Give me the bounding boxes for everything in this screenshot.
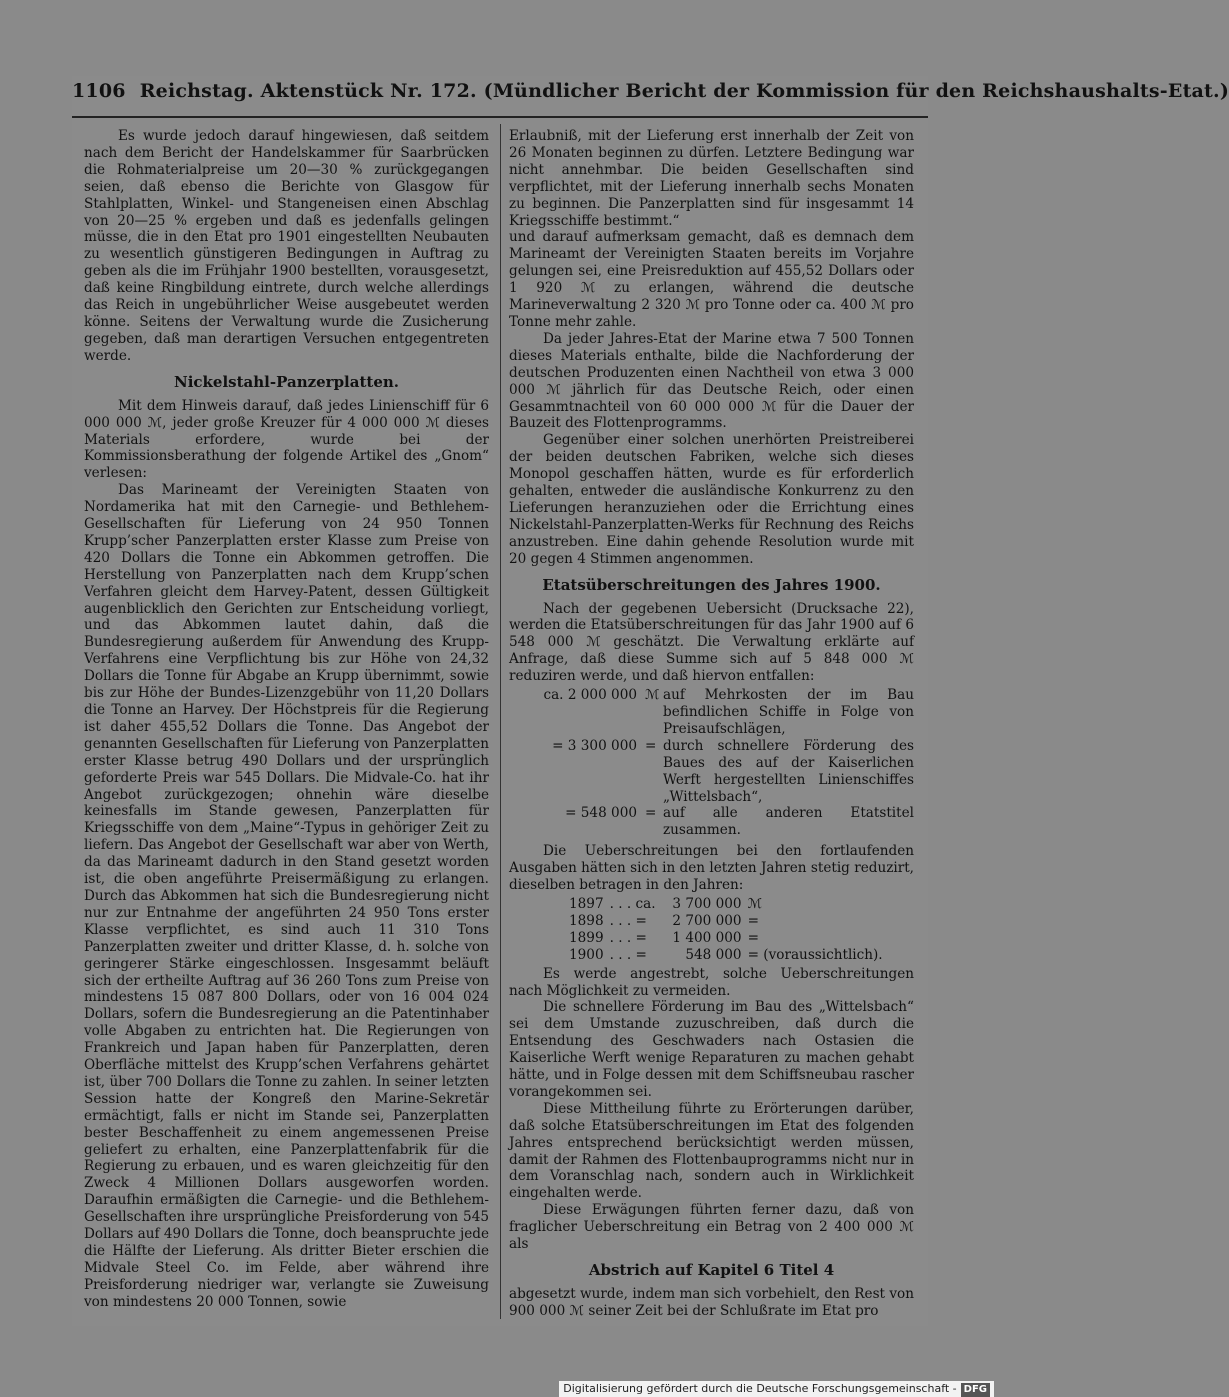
value-cell: 2 700 000 [672, 912, 742, 929]
digitization-footer [559, 1381, 994, 1397]
year-cell: 1900 [569, 946, 604, 963]
page-number: 1106 [72, 80, 126, 102]
paragraph: Die Ueberschreitungen bei den fortlaufenden Ausgaben hätten sich in den letzten Jahren stetig reduzirt, dieselben betragen in den Jahren: [509, 843, 914, 894]
section-heading: Abstrich auf Kapitel 6 Titel 4 [588, 1261, 835, 1279]
unit-cell: ℳ [645, 687, 660, 704]
cost-breakdown-table [509, 687, 914, 839]
year-cell: 1898 [569, 912, 604, 929]
value-cell: 1 400 000 [672, 929, 742, 946]
value-cell: 548 000 [685, 946, 742, 963]
description-cell: auf Mehrkosten der im Bau befindlichen Schiffe in Folge von Preisaufschlägen, [663, 687, 914, 737]
paragraph: Gegenüber einer solchen unerhörten Preistreiberei der beiden deutschen Fabriken, welche sich dieses Monopol geschaffen hätten, wurde es für erforderlich gehalten, entweder die ausländische Konkurrenz zu den Lieferungen heranzuziehen oder die Errichtung eines Nickelstahl-Panzerplatten-Werks für Rechnung des Reichs anzustreben. Eine dahin gehende Resolution wurde mit 20 gegen 4 Stimmen angenommen. [509, 432, 914, 567]
right-column [509, 128, 914, 1318]
dfg-logo: DFG [961, 1383, 990, 1397]
description-cell: durch schnellere Förderung des Baues des auf der Kaiserlichen Werft hergestellten Linienschiffes „Wittelsbach“, [663, 737, 914, 805]
paragraph: Es werde angestrebt, solche Ueberschreitungen nach Möglichkeit zu vermeiden. [509, 965, 914, 999]
unit-cell: ℳ [747, 895, 763, 912]
paragraph: Es wurde jedoch darauf hingewiesen, daß seitdem nach dem Bericht der Handelskammer für Saarbrücken die Rohmaterialpreise um 20—30 % zurückgegangen seien, daß ebenso die Berichte von Glasgow für Stahlplatten, Winkel- und Stangeneisen einen Abschlag von 20—25 % ergeben und daß es jedenfalls gelingen müsse, die in den Etat pro 1901 eingestellten Neubauten zu wesentlich günstigeren Bedingungen in Auftrag zu geben als die im Frühjahr 1900 bestellten, vorausgesetzt, daß keine Ringbildung eintrete, durch welche allerdings das Reich in ungebührlicher Weise ausgebeutet werden könne. Seitens der Verwaltung wurde die Zusicherung gegeben, daß man derartigen Versuchen entgegentreten werde. [84, 128, 489, 364]
year-cell: 1899 [569, 929, 604, 946]
section-heading: Etatsüberschreitungen des Jahres 1900. [542, 575, 881, 594]
header-rule [72, 116, 928, 118]
paragraph: Die schnellere Förderung im Bau des „Wittelsbach“ sei dem Umstande zuzuschreiben, daß durch die Entsendung des Geschwaders nach Ostasien die Kaiserliche Werft wenige Reparaturen zu machen gehabt hätte, und in Folge dessen mit dem Schiffsneubau rascher vorangekommen sei. [509, 999, 914, 1100]
quoted-article: Das Marineamt der Vereinigten Staaten von Nordamerika hat mit den Carnegie- und Bethlehem-Gesellschaften für Lieferung von 24 950 Tonnen Krupp’scher Panzerplatten erster Klasse zum Preise von 420 Dollars die Tonne ein Abkommen getroffen. Die Herstellung von Panzerplatten nach dem Krupp’schen Verfahren gleicht dem Harvey-Patent, dessen Gültigkeit augenblicklich den Gerichten zur Entscheidung vorliegt, und das Abkommen lautet dahin, daß die Bundesregierung außerdem für Anwendung des Krupp-Verfahrens eine Verpflichtung bis zur Höhe von 24,32 Dollars die Tonne für Abgabe an Krupp übernimmt, sowie bis zur Höhe der Bundes-Lizenzgebühr von 11,20 Dollars die Tonne an Harvey. Der Höchstpreis für die Regierung ist daher 455,52 Dollars die Tonne. Das Angebot der genannten Gesellschaften für Lieferung von Panzerplatten erster Klasse betrug 490 Dollars und der ursprünglich geforderte Preis war 545 Dollars. Die Midvale-Co. hat ihr Angebot zurückgezogen; ohnehin wäre dieselbe keinesfalls im Stande gewesen, Panzerplatten für Kriegsschiffe von dem „Maine“-Typus in gehöriger Zeit zu liefern. Das Angebot der Gesellschaft war aber von Werth, da das Marineamt dadurch in den Stand gesetzt worden ist, die oben angeführte Preisermäßigung zu erlangen. Durch das Abkommen hat sich die Bundesregierung nicht nur zur Entnahme der angeführten 24 950 Tons erster Klasse verpflichtet, es sind auch 11 310 Tons Panzerplatten zweiter und dritter Klasse, d. h. solche von geringerer Stärke eingeschlossen. Insgesammt beläuft sich der ertheilte Auftrag auf 36 260 Tons zum Preise von mindestens 15 087 800 Dollars, oder von 16 004 024 Dollars, sofern die Bundesregierung an die Patentinhaber volle Abgaben zu entrichten hat. Die Regierungen von Frankreich und Japan haben für Panzerplatten, deren Oberfläche mittelst des Krupp’schen Verfahrens gehärtet ist, über 700 Dollars die Tonne zu zahlen. In seiner letzten Session hatte der Kongreß den Marine-Sekretär ermächtigt, falls er nicht im Stande sei, Panzerplatten bester Beschaffenheit zu einem angemessenen Preise geliefert zu erhalten, eine Panzerplattenfabrik für die Regierung zu erbauen, und es waren gleichzeitig für den Zweck 4 Millionen Dollars ausgeworfen worden. Daraufhin ermäßigten die Carnegie- und die Bethlehem-Gesellschaften ihre ursprüngliche Preisforderung von 545 Dollars auf 490 Dollars die Tonne, doch beanspruchte jede die Hälfte der Lieferung. Als dritter Bieter erschien die Midvale Steel Co. im Felde, aber während ihre Preisforderung niedriger war, verlangte sie Zuweisung von mindestens 20 000 Tonnen, sowie [84, 482, 489, 1310]
section-heading: Nickelstahl-Panzerplatten. [174, 372, 399, 391]
unit-cell: = [747, 912, 759, 929]
table-row [569, 913, 889, 930]
left-column [84, 128, 489, 1318]
amount-cell: = 548 000 [565, 805, 637, 822]
paragraph: Diese Erwägungen führten ferner dazu, daß von fraglicher Ueberschreitung ein Betrag von 2 400 000 ℳ als [509, 1202, 914, 1253]
leader-cell: . . . ca. [609, 895, 656, 912]
table-row [509, 687, 914, 738]
page-title: Reichstag. Aktenstück Nr. 172. (Mündlicher Bericht der Kommission für den Reichshaushalts-Etat.) [139, 80, 1229, 102]
paragraph: Da jeder Jahres-Etat der Marine etwa 7 500 Tonnen dieses Materials enthalte, bilde die Nachforderung der deutschen Produzenten einen Nachtheil von etwa 3 000 000 ℳ jährlich für das Deutsche Reich, oder einen Gesammtnachteil von 60 000 000 ℳ für die Dauer der Bauzeit des Flottenprogramms. [509, 330, 914, 432]
table-row [509, 805, 914, 839]
yearly-overruns-table [569, 896, 889, 964]
table-row [569, 930, 889, 947]
amount-cell: = 3 300 000 [552, 737, 637, 754]
paragraph: Diese Mittheilung führte zu Erörterungen darüber, daß solche Etatsüberschreitungen im Etat des folgenden Jahres entsprechend berücksichtigt werden müssen, damit der Rahmen des Flottenbauprogramms nicht nur in dem Voranschlag nach, sondern auch in Wirklichkeit eingehalten werde. [509, 1100, 914, 1202]
amount-cell: ca. 2 000 000 [543, 687, 637, 704]
paragraph: und darauf aufmerksam gemacht, daß es demnach dem Marineamt der Vereinigten Staaten bereits im Vorjahre gelungen sei, eine Preisreduktion auf 455,52 Dollars oder 1 920 ℳ zu erlangen, während die deutsche Marineverwaltung 2 320 ℳ pro Tonne oder ca. 400 ℳ pro Tonne mehr zahle. [509, 229, 914, 330]
leader-cell: . . . = [609, 929, 647, 946]
leader-cell: . . . = [609, 912, 647, 929]
table-row [569, 896, 889, 913]
footer-text: Digitalisierung gefördert durch die Deutsche Forschungsgemeinschaft - [563, 1382, 957, 1395]
unit-cell: = [747, 929, 759, 946]
value-cell: 3 700 000 [672, 895, 742, 912]
paragraph: Mit dem Hinweis darauf, daß jedes Linienschiff für 6 000 000 ℳ, jeder große Kreuzer für 4 000 000 ℳ dieses Materials erfordere, wurde bei der Kommissionsberathung der folgende Artikel des „Gnom“ verlesen: [84, 397, 489, 482]
unit-cell: = [645, 737, 657, 754]
leader-cell: . . . = [609, 946, 647, 963]
column-divider [500, 124, 501, 1319]
paragraph: Nach der gegebenen Uebersicht (Drucksache 22), werden die Etatsüberschreitungen für das Jahr 1900 auf 6 548 000 ℳ geschätzt. Die Verwaltung erklärte auf Anfrage, daß diese Summe sich auf 5 848 000 ℳ reduziren werde, und daß hiervon entfallen: [509, 600, 914, 685]
table-row [509, 738, 914, 806]
unit-cell: = (voraussichtlich). [747, 946, 883, 963]
document-page [72, 76, 1229, 1326]
unit-cell: = [645, 805, 657, 822]
year-cell: 1897 [569, 895, 604, 912]
paragraph: Erlaubniß, mit der Lieferung erst innerhalb der Zeit von 26 Monaten beginnen zu dürfen. Letztere Bedingung war nicht annehmbar. Die beiden Gesellschaften sind verpflichtet, mit der Lieferung innerhalb sechs Monaten zu beginnen. Die Panzerplatten sind für insgesammt 14 Kriegsschiffe bestimmt.“ [509, 128, 914, 229]
description-cell: auf alle anderen Etatstitel zusammen. [663, 805, 914, 839]
page-header [72, 80, 1229, 114]
paragraph: abgesetzt wurde, indem man sich vorbehielt, den Rest von 900 000 ℳ seiner Zeit bei der Schlußrate im Etat pro [509, 1286, 914, 1319]
table-row [569, 947, 889, 964]
